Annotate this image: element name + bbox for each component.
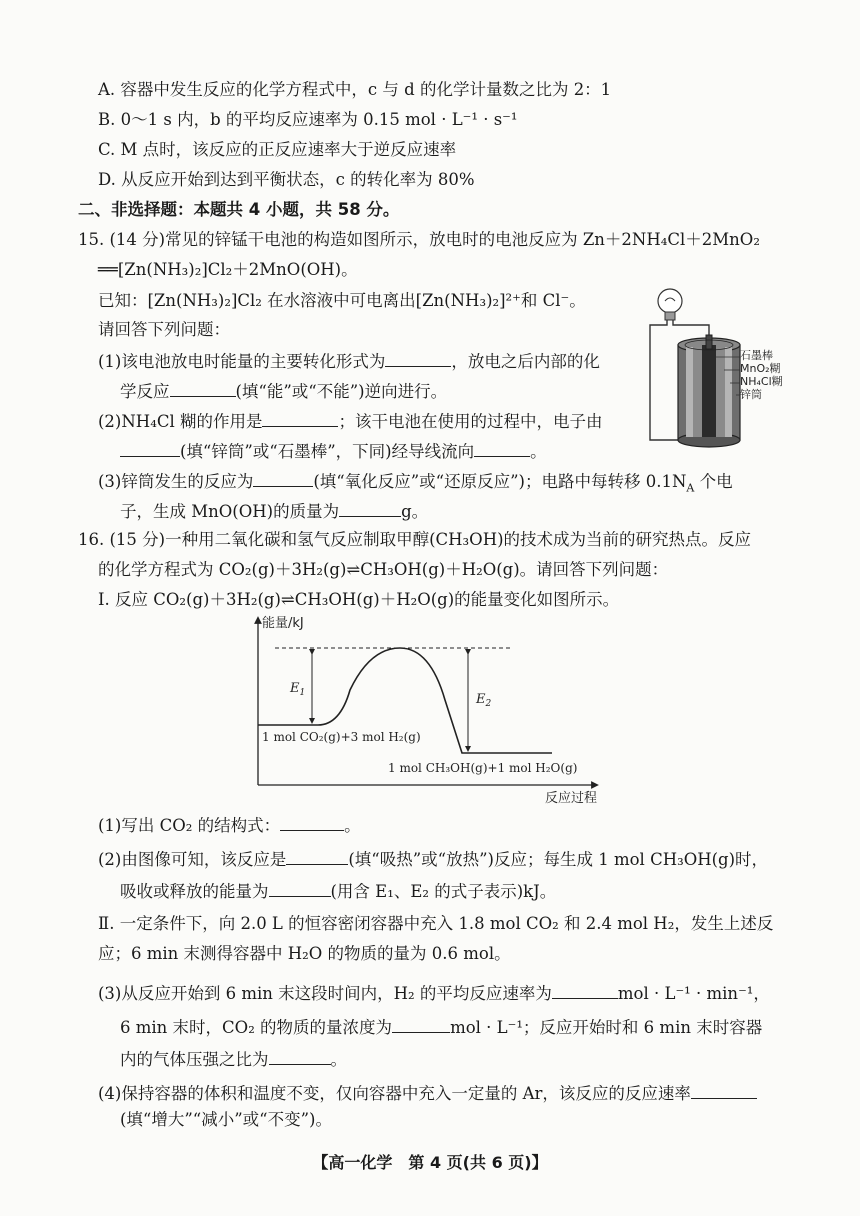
- e1-label: $E_1$: [290, 681, 306, 698]
- option-c: C. M 点时，该反应的正反应速率大于逆反应速率: [98, 140, 457, 159]
- q16-4-line2: (填“增大”“减小”或“不变”)。: [120, 1110, 332, 1129]
- products-label: 1 mol CH₃OH(g)+1 mol H₂O(g): [388, 761, 578, 775]
- option-a: A. 容器中发生反应的化学方程式中，c 与 d 的化学计量数之比为 2：1: [98, 80, 612, 99]
- battery-cell-icon: [678, 335, 740, 447]
- q15-1-text-d: (填“能”或“不能”)逆向进行。: [235, 382, 448, 401]
- answer-blank[interactable]: [691, 1080, 757, 1099]
- zinc-manganese-battery-diagram: [640, 285, 800, 460]
- answer-blank[interactable]: [262, 408, 338, 427]
- q16-2-text-b: (填“吸热”或“放热”)反应；每生成 1 mol CH₃OH(g)时，: [348, 850, 769, 869]
- q15-3-text-a: (3)锌筒发生的反应为: [98, 472, 254, 491]
- q16-part1: Ⅰ. 反应 CO₂(g)＋3H₂(g)⇌CH₃OH(g)＋H₂O(g)的能量变化如图所示。: [98, 590, 620, 609]
- label-zinc-can: 锌筒: [740, 388, 762, 401]
- q16-3-text-b: mol · L⁻¹ · min⁻¹，: [617, 984, 770, 1003]
- avogadro-subscript: A: [686, 481, 695, 495]
- q16-4-text-a: (4)保持容器的体积和温度不变，仅向容器中充入一定量的 Ar，该反应的反应速率: [98, 1084, 691, 1103]
- answer-blank[interactable]: [253, 468, 313, 487]
- q15-3-text-e: g。: [401, 502, 429, 521]
- q16-3-text-f: 。: [330, 1050, 347, 1069]
- q16-3-text-a: (3)从反应开始到 6 min 末这段时间内，H₂ 的平均反应速率为: [98, 984, 552, 1003]
- q16-3-text-c: 6 min 末时，CO₂ 的物质的量浓度为: [120, 1018, 393, 1037]
- q16-part2-line1: Ⅱ. 一定条件下，向 2.0 L 的恒容密闭容器中充入 1.8 mol CO₂ 和 2.4 mol H₂，发生上述反: [98, 914, 774, 933]
- q15-3-line2: [120, 498, 428, 524]
- q16-1-text-b: 。: [344, 816, 361, 835]
- q16-2-line1: [98, 846, 768, 872]
- q16-1: [98, 812, 361, 838]
- answer-blank[interactable]: [392, 1014, 450, 1033]
- q16-2-text-d: (用含 E₁、E₂ 的式子表示)kJ。: [330, 882, 557, 901]
- q15-3-text-d: 子，生成 MnO(OH)的质量为: [120, 502, 340, 521]
- answer-blank[interactable]: [120, 438, 180, 457]
- label-nh4cl-paste: NH₄Cl糊: [740, 375, 783, 388]
- q15-prompt: 请回答下列问题：: [98, 320, 230, 339]
- option-d: D. 从反应开始到达到平衡状态，c 的转化率为 80%: [98, 170, 475, 189]
- section-title: 二、非选择题：本题共 4 小题，共 58 分。: [78, 200, 400, 219]
- q15-line1: 15. (14 分)常见的锌锰干电池的构造如图所示，放电时的电池反应为 Zn＋2NH₄Cl＋2MnO₂: [78, 230, 760, 249]
- q16-2-line2: [120, 878, 556, 904]
- answer-blank[interactable]: [170, 378, 236, 397]
- q16-3-line1: [98, 980, 770, 1006]
- light-bulb-icon: [658, 289, 682, 320]
- label-mno2-paste: MnO₂糊: [740, 362, 781, 375]
- q15-2-text-d: 。: [530, 442, 547, 461]
- q15-2-text-c: (填“锌筒”或“石墨棒”，下同)经导线流向: [180, 442, 475, 461]
- q16-3-text-e: 内的气体压强之比为: [120, 1050, 269, 1069]
- q15-1-text-b: ，放电之后内部的化: [451, 352, 600, 371]
- q15-3-text-b: (填“氧化反应”或“还原反应”)；电路中每转移 0.1N: [313, 472, 687, 491]
- q16-line1: 16. (15 分)一种用二氧化碳和氢气反应制取甲醇(CH₃OH)的技术成为当前的研究热点。反应: [78, 530, 752, 549]
- answer-blank[interactable]: [339, 498, 401, 517]
- page-footer: 【高一化学 第 4 页(共 6 页)】: [312, 1153, 548, 1172]
- q16-line2: 的化学方程式为 CO₂(g)＋3H₂(g)⇌CH₃OH(g)＋H₂O(g)。请回答下列问题：: [98, 560, 669, 579]
- answer-blank[interactable]: [280, 812, 344, 831]
- q15-2-line1: [98, 408, 602, 434]
- label-graphite-rod: 石墨棒: [740, 349, 773, 362]
- answer-blank[interactable]: [385, 348, 451, 367]
- q15-1-text-c: 学反应: [120, 382, 170, 401]
- q15-3-text-c: 个电: [694, 472, 733, 491]
- answer-blank[interactable]: [269, 1046, 331, 1065]
- q15-2-line2: [120, 438, 547, 464]
- reactants-label: 1 mol CO₂(g)+3 mol H₂(g): [262, 730, 421, 744]
- q16-2-text-c: 吸收或释放的能量为: [120, 882, 269, 901]
- q16-3-line3: [120, 1046, 347, 1072]
- option-b: B. 0～1 s 内，b 的平均反应速率为 0.15 mol · L⁻¹ · s⁻¹: [98, 110, 518, 129]
- q15-1-text-a: (1)该电池放电时能量的主要转化形式为: [98, 352, 386, 371]
- q15-2-text-b: ；该干电池在使用的过程中，电子由: [338, 412, 603, 431]
- q16-2-text-a: (2)由图像可知，该反应是: [98, 850, 287, 869]
- q16-1-text-a: (1)写出 CO₂ 的结构式：: [98, 816, 281, 835]
- q15-3-line1: [98, 468, 733, 500]
- y-axis-label: 能量/kJ: [262, 616, 304, 631]
- q15-known: 已知：[Zn(NH₃)₂]Cl₂ 在水溶液中可电离出[Zn(NH₃)₂]²⁺和 Cl⁻。: [98, 291, 586, 310]
- q15-1-line2: [120, 378, 447, 404]
- answer-blank[interactable]: [552, 980, 618, 999]
- q16-3-text-d: mol · L⁻¹；反应开始时和 6 min 末时容器: [450, 1018, 763, 1037]
- x-axis-label: 反应过程: [545, 791, 598, 805]
- answer-blank[interactable]: [474, 438, 530, 457]
- energy-diagram: [240, 610, 610, 805]
- answer-blank[interactable]: [269, 878, 331, 897]
- e2-label: $E_2$: [476, 692, 492, 709]
- q16-part2-line2: 应；6 min 末测得容器中 H₂O 的物质的量为 0.6 mol。: [98, 944, 511, 963]
- answer-blank[interactable]: [286, 846, 348, 865]
- q16-3-line2: [120, 1014, 762, 1040]
- q16-4-line1: [98, 1080, 757, 1106]
- q15-2-text-a: (2)NH₄Cl 糊的作用是: [98, 412, 263, 431]
- q15-1-line1: [98, 348, 600, 374]
- q15-equation: ══[Zn(NH₃)₂]Cl₂＋2MnO(OH)。: [98, 260, 358, 279]
